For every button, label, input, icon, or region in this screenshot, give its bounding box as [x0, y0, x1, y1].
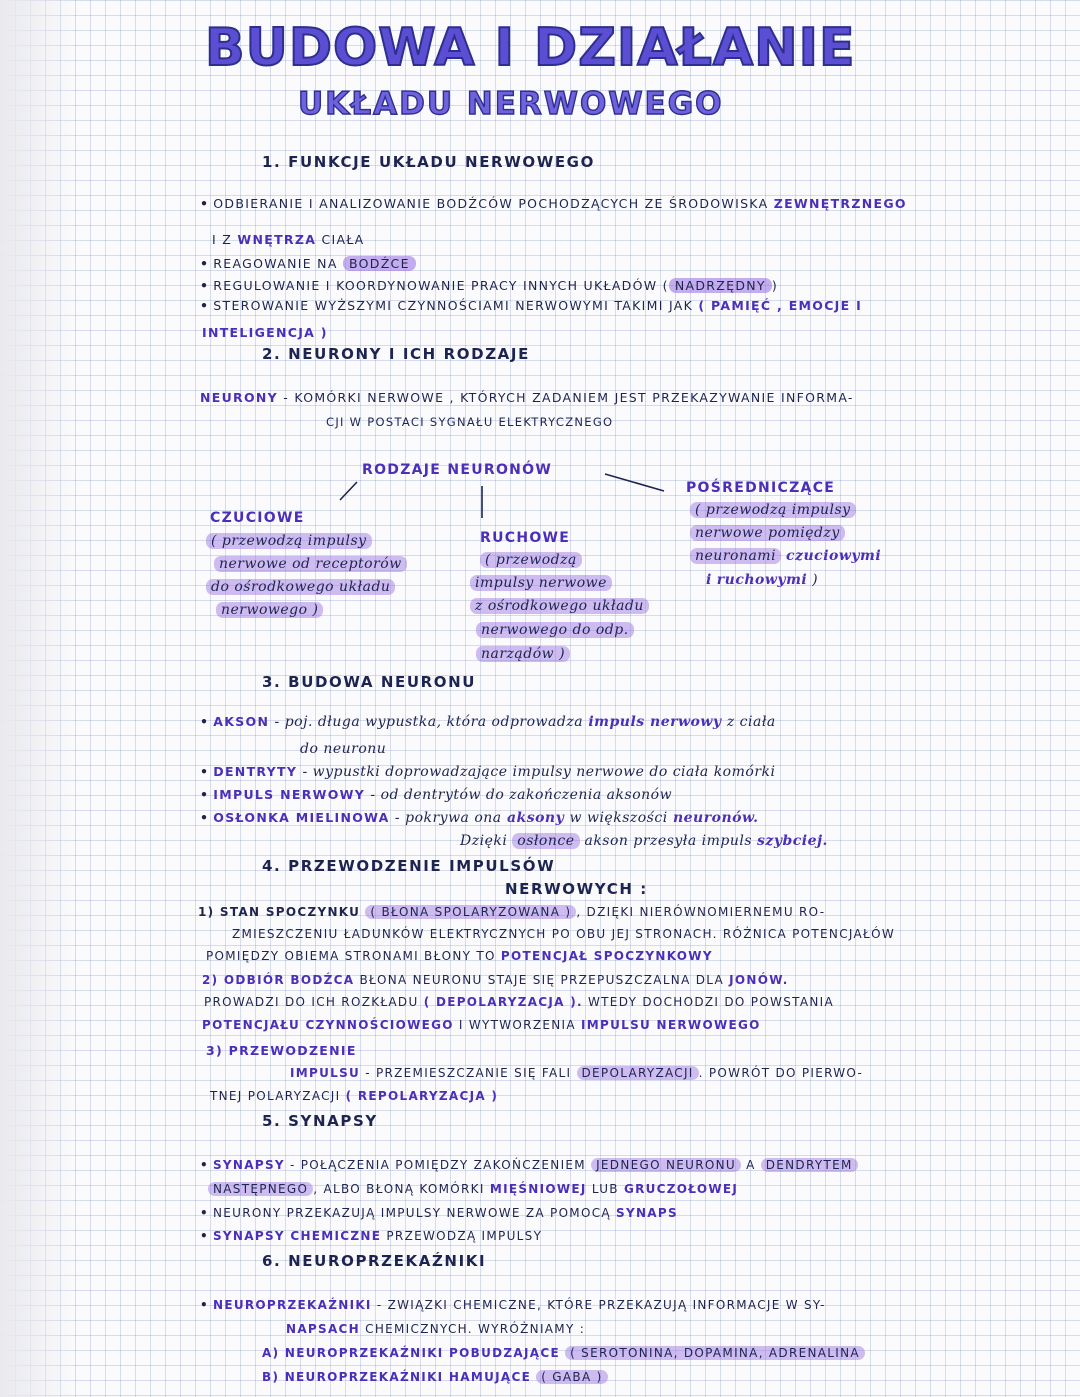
dentryty-definition: • DENTRYTY - wypustki doprowadzające impulsy nerwowe do ciała komórki — [200, 764, 776, 780]
czuciowe-line: ( przewodzą impulsy — [206, 533, 372, 549]
section-2-heading: 2. NEURONY I ICH RODZAJE — [262, 345, 530, 363]
page-subtitle: UKŁADU NERWOWEGO — [298, 86, 724, 122]
czuciowe-line: nerwowego ) — [216, 602, 323, 618]
section-4-heading-cont: NERWOWYCH : — [505, 880, 648, 898]
przewodzenie-impulsu-cont: TNEJ POLARYZACJI ( REPOLARYZACJA ) — [210, 1089, 499, 1103]
stan-spoczynku: 1) STAN SPOCZYNKU ( BŁONA SPOLARYZOWANA ) , DZIĘKI NIERÓWNOMIERNEMU RO- — [198, 905, 826, 919]
s1-bullet-3: • REGULOWANIE I KOORDYNOWANIE PRACY INNYCH UKŁADÓW ( NADRZĘDNY ) — [200, 278, 779, 293]
odbior-bodzca: 2) ODBIÓR BODŹCA BŁONA NEURONU STAJE SIĘ PRZEPUSZCZALNA DLA JONÓW. — [202, 973, 789, 987]
section-4-heading: 4. PRZEWODZENIE IMPULSÓW — [262, 857, 556, 875]
neuroprzekazniki-definition-cont: NAPSACH CHEMICZNYCH. WYRÓŻNIAMY : — [286, 1322, 586, 1336]
s1-bullet-2: • REAGOWANIE NA BODŹCE — [200, 256, 416, 271]
synapsy-definition: • SYNAPSY - POŁĄCZENIA POMIĘDZY ZAKOŃCZENIEM JEDNEGO NEURONU A DENDRYTEM — [200, 1158, 858, 1172]
ruchowe-line: z ośrodkowego układu — [470, 598, 649, 614]
notebook-edge — [0, 0, 78, 1397]
neuroprzekazniki-pobudzajace: A) NEUROPRZEKAŹNIKI POBUDZAJĄCE ( SEROTONINA, DOPAMINA, ADRENALINA — [262, 1346, 865, 1360]
przewodzenie-title: 3) PRZEWODZENIE — [206, 1043, 357, 1058]
synapsy-bullet: • SYNAPSY CHEMICZNE PRZEWODZĄ IMPULSY — [200, 1229, 543, 1243]
page-title: BUDOWA I DZIAŁANIE — [205, 18, 856, 78]
posredniczace-line: i ruchowymi ) — [706, 572, 819, 588]
ruchowe-line: impulsy nerwowe — [470, 575, 612, 591]
s1-bullet-1: • ODBIERANIE I ANALIZOWANIE BODŹCÓW POCHODZĄCYCH ZE ŚRODOWISKA ZEWNĘTRZNEGO — [200, 196, 907, 211]
przewodzenie-impulsu: IMPULSU - PRZEMIESZCZANIE SIĘ FALI DEPOLARYZACJI . POWRÓT DO PIERWO- — [290, 1066, 864, 1080]
akson-definition-cont: do neuronu — [300, 741, 387, 757]
section-1-heading: 1. FUNKCJE UKŁADU NERWOWEGO — [262, 153, 595, 171]
akson-definition: • AKSON - poj. długa wypustka, która odprowadza impuls nerwowy z ciała — [200, 714, 776, 730]
ruchowe-line: narządów ) — [476, 646, 570, 662]
stan-spoczynku-cont: POMIĘDZY OBIEMA STRONAMI BŁONY TO POTENCJAŁ SPOCZYNKOWY — [206, 949, 713, 963]
oslonka-definition-cont: Dzięki osłonce akson przesyła impuls szybciej. — [460, 833, 828, 849]
synapsy-bullet: • NEURONY PRZEKAZUJĄ IMPULSY NERWOWE ZA POMOCĄ SYNAPS — [200, 1206, 678, 1220]
s1-bullet-1-cont: I Z WNĘTRZA CIAŁA — [212, 232, 365, 247]
odbior-bodzca-cont: PROWADZI DO ICH ROZKŁADU ( DEPOLARYZACJA ). WTEDY DOCHODZI DO POWSTANIA — [204, 995, 834, 1009]
s1-bullet-4: • STEROWANIE WYŻSZYMI CZYNNOŚCIAMI NERWOWYMI TAKIMI JAK ( PAMIĘĆ , EMOCJE I — [200, 298, 863, 313]
neurony-definition: NEURONY - KOMÓRKI NERWOWE , KTÓRYCH ZADANIEM JEST PRZEKAZYWANIE INFORMA- — [200, 390, 854, 405]
neuroprzekazniki-hamujace: B) NEUROPRZEKAŹNIKI HAMUJĄCE ( GABA ) — [262, 1370, 608, 1384]
posredniczace-line: nerwowe pomiędzy — [690, 525, 845, 541]
synapsy-definition-cont: NASTĘPNEGO , ALBO BŁONĄ KOMÓRKI MIĘŚNIOWEJ LUB GRUCZOŁOWEJ — [208, 1182, 738, 1196]
neuroprzekazniki-definition: • NEUROPRZEKAŹNIKI - ZWIĄZKI CHEMICZNE, KTÓRE PRZEKAZUJĄ INFORMACJE W SY- — [200, 1298, 826, 1312]
stan-spoczynku-cont: ZMIESZCZENIU ŁADUNKÓW ELEKTRYCZNYCH PO OBU JEJ STRONACH. RÓŻNICA POTENCJAŁÓW — [232, 927, 895, 941]
oslonka-definition: • OSŁONKA MIELINOWA - pokrywa ona aksony w większości neuronów. — [200, 810, 759, 826]
ruchowe-title: RUCHOWE — [480, 530, 571, 546]
impuls-definition: • IMPULS NERWOWY - od dentrytów do zakończenia aksonów — [200, 787, 673, 803]
s1-bullet-4-cont: INTELIGENCJA ) — [202, 325, 328, 340]
neurony-definition-cont: CJI W POSTACI SYGNAŁU ELEKTRYCZNEGO — [326, 415, 614, 429]
section-6-heading: 6. NEUROPRZEKAŹNIKI — [262, 1252, 487, 1270]
odbior-bodzca-cont: POTENCJAŁU CZYNNOŚCIOWEGO I WYTWORZENIA IMPULSU NERWOWEGO — [202, 1018, 761, 1032]
czuciowe-line: nerwowe od receptorów — [214, 556, 407, 572]
section-3-heading: 3. BUDOWA NEURONU — [262, 673, 477, 691]
neuron-types-title: RODZAJE NEURONÓW — [362, 462, 553, 478]
ruchowe-line: ( przewodzą — [480, 552, 582, 568]
czuciowe-title: CZUCIOWE — [210, 510, 305, 526]
section-5-heading: 5. SYNAPSY — [262, 1112, 378, 1130]
czuciowe-line: do ośrodkowego układu — [206, 579, 395, 595]
ruchowe-line: nerwowego do odp. — [476, 622, 634, 638]
posredniczace-line: ( przewodzą impulsy — [690, 502, 856, 518]
posredniczace-title: POŚREDNICZĄCE — [686, 480, 836, 496]
posredniczace-line: neuronami czuciowymi — [690, 548, 881, 564]
